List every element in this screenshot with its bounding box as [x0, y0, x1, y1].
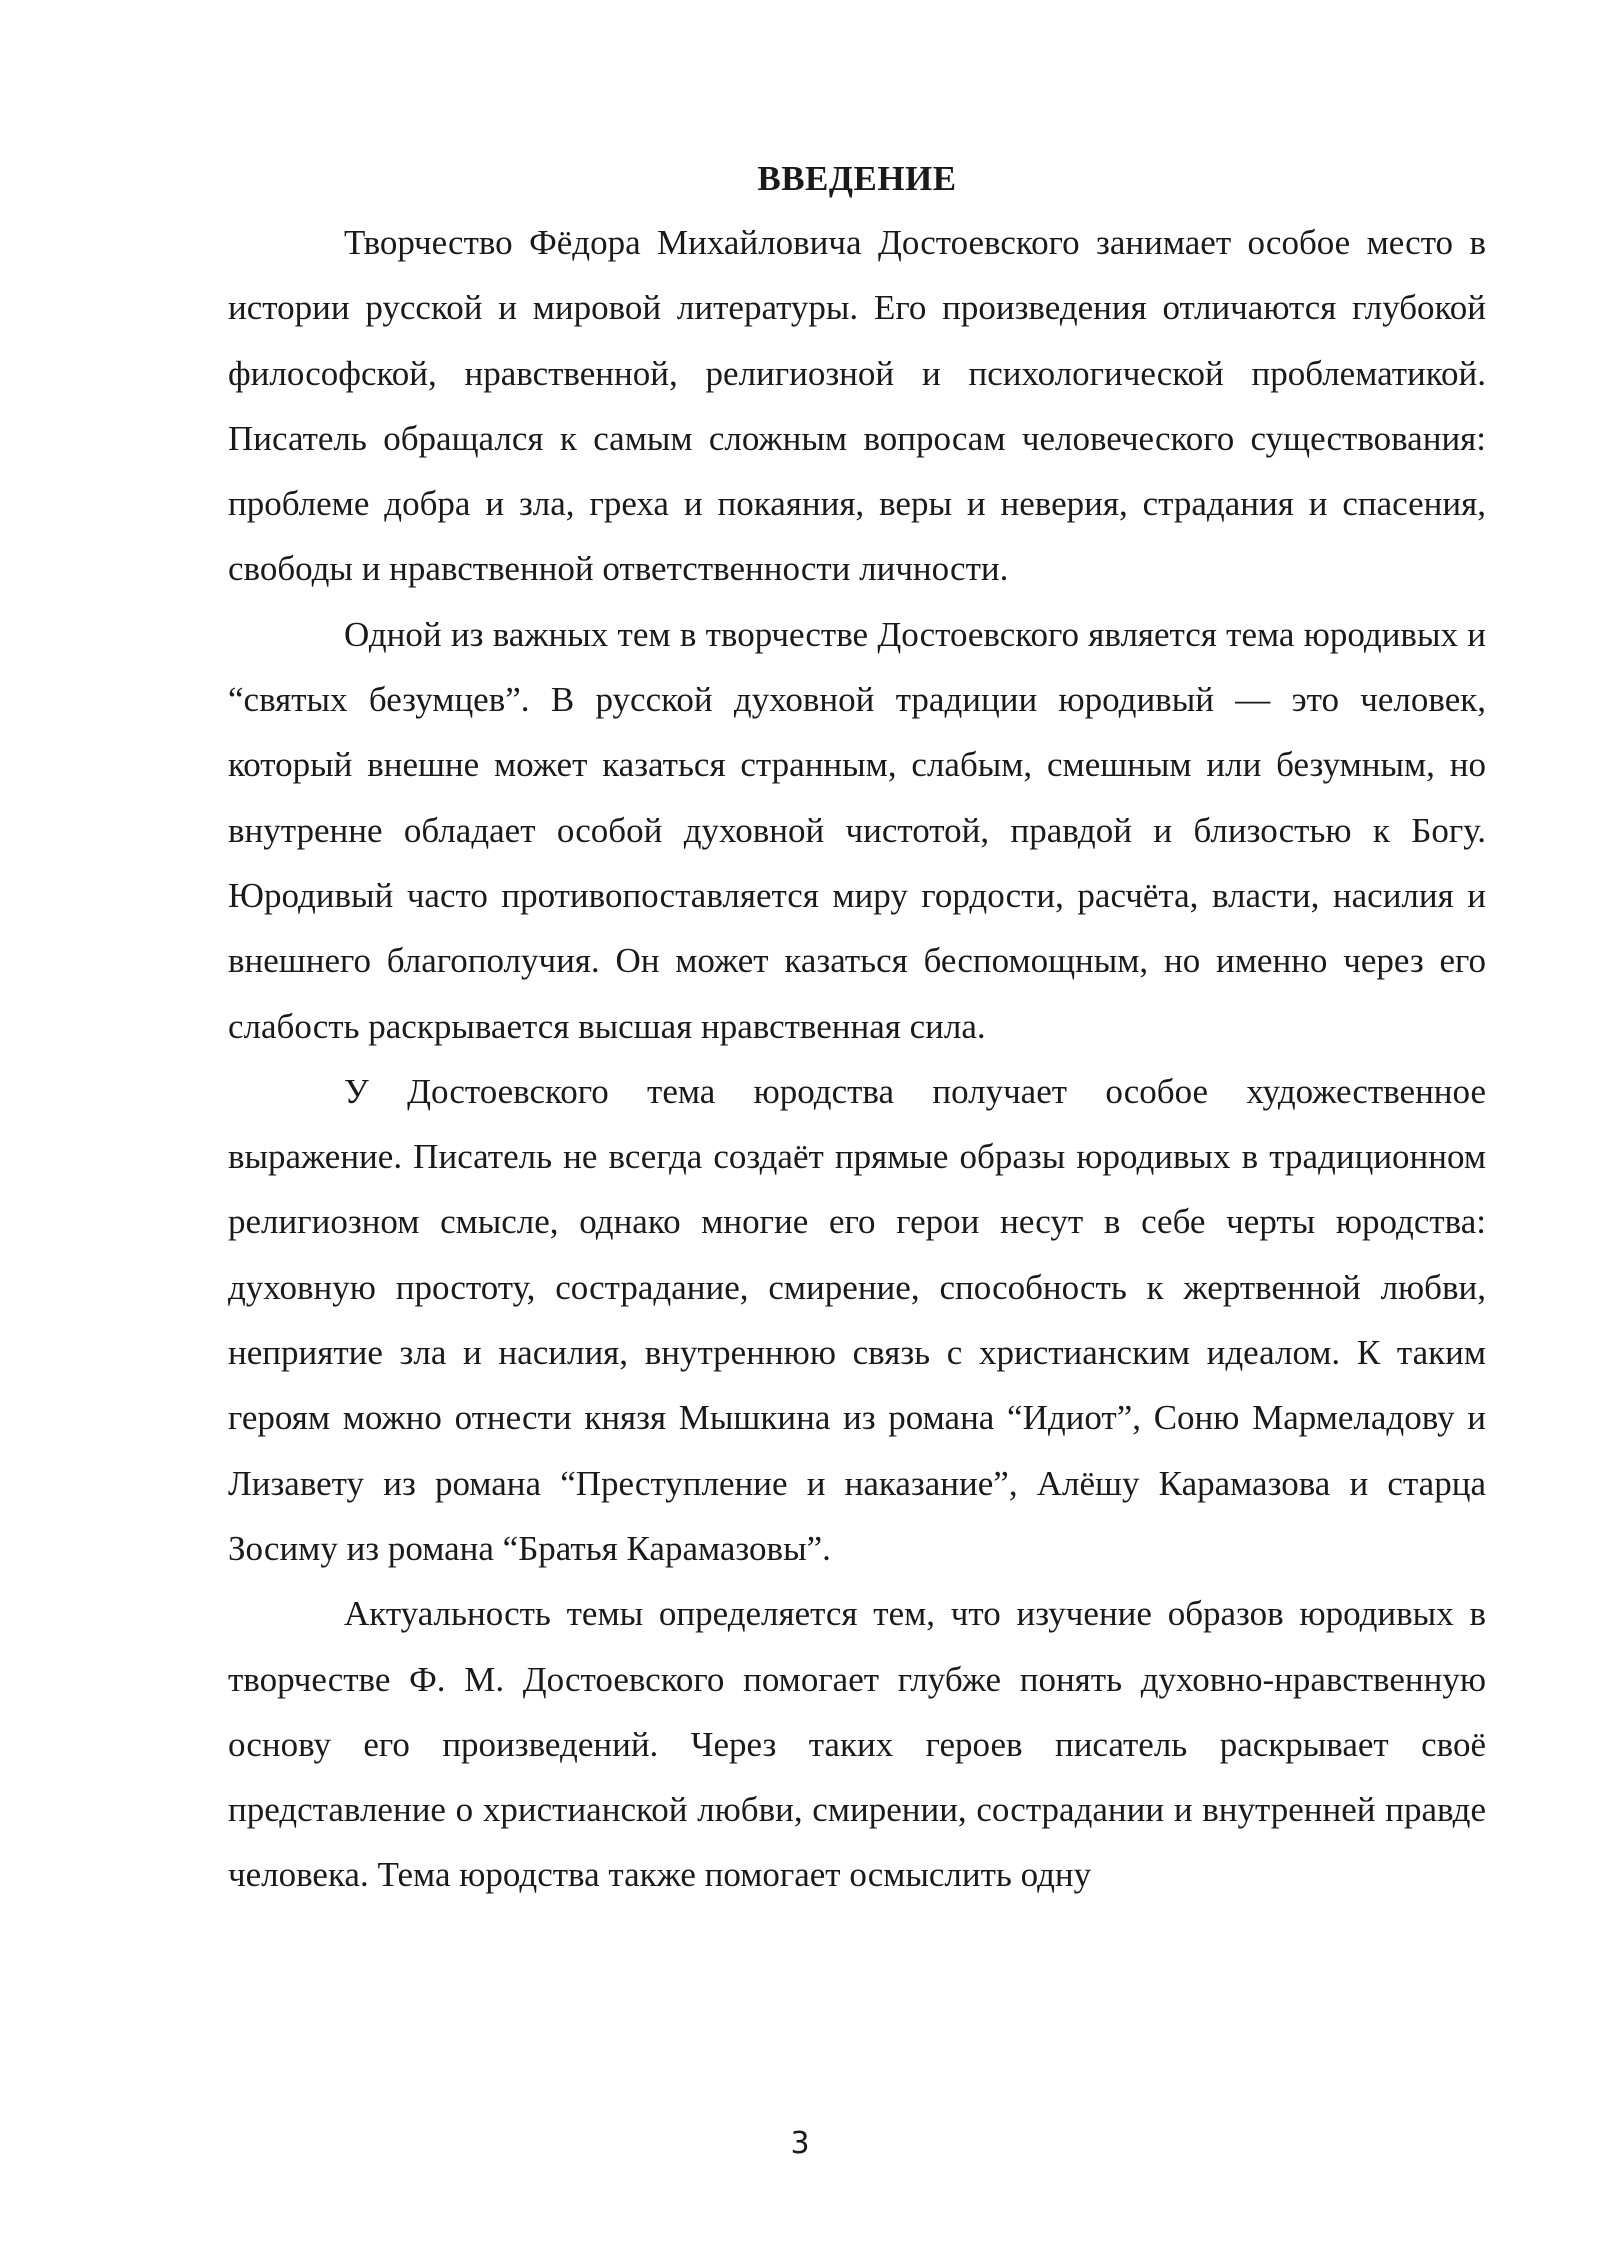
page-body — [228, 148, 1486, 1908]
paragraph-4: Актуальность темы определяется тем, что изучение образов юродивых в творчестве Ф. М. Достоевского помогает глубже понять духовно-нравственную основу его произведений. Через таких героев писатель раскрывает своё представление о христианской любви, смирении, сострадании и внутренней правде человека. Тема юродства также помогает осмыслить одну — [228, 1594, 1486, 1895]
page-number: 3 — [790, 2126, 810, 2161]
paragraph-3: У Достоевского тема юродства получает особое художественное выражение. Писатель не всегда создаёт прямые образы юродивых в традиционном религиозном смысле, однако многие его герои несут в себе черты юродства: духовную простоту, сострадание, смирение, способность к жертвенной любви, неприятие зла и насилия, внутреннюю связь с христианским идеалом. К таким героям можно отнести князя Мышкина из романа “Идиот”, Соню Мармеладову и Лизавету из романа “Преступление и наказание”, Алёшу Карамазова и старца Зосиму из романа “Братья Карамазовы”. — [228, 1071, 1486, 1568]
section-heading: ВВЕДЕНИЕ — [757, 159, 957, 198]
paragraph-1: Творчество Фёдора Михайловича Достоевского занимает особое место в истории русской и мировой литературы. Его произведения отличаются глубокой философской, нравственной, религиозной и психологической проблематикой. Писатель обращался к самым сложным вопросам человеческого существования: проблеме добра и зла, греха и покаяния, веры и неверия, страдания и спасения, свободы и нравственной ответственности личности. — [228, 223, 1486, 589]
paragraph-2: Одной из важных тем в творчестве Достоевского является тема юродивых и “святых безумцев”. В русской духовной традиции юродивый — это человек, который внешне может казаться странным, слабым, смешным или безумным, но внутренне обладает особой духовной чистотой, правдой и близостью к Богу. Юродивый часто противопоставляется миру гордости, расчёта, власти, насилия и внешнего благополучия. Он может казаться беспомощным, но именно через его слабость раскрывается высшая нравственная сила. — [228, 614, 1486, 1046]
